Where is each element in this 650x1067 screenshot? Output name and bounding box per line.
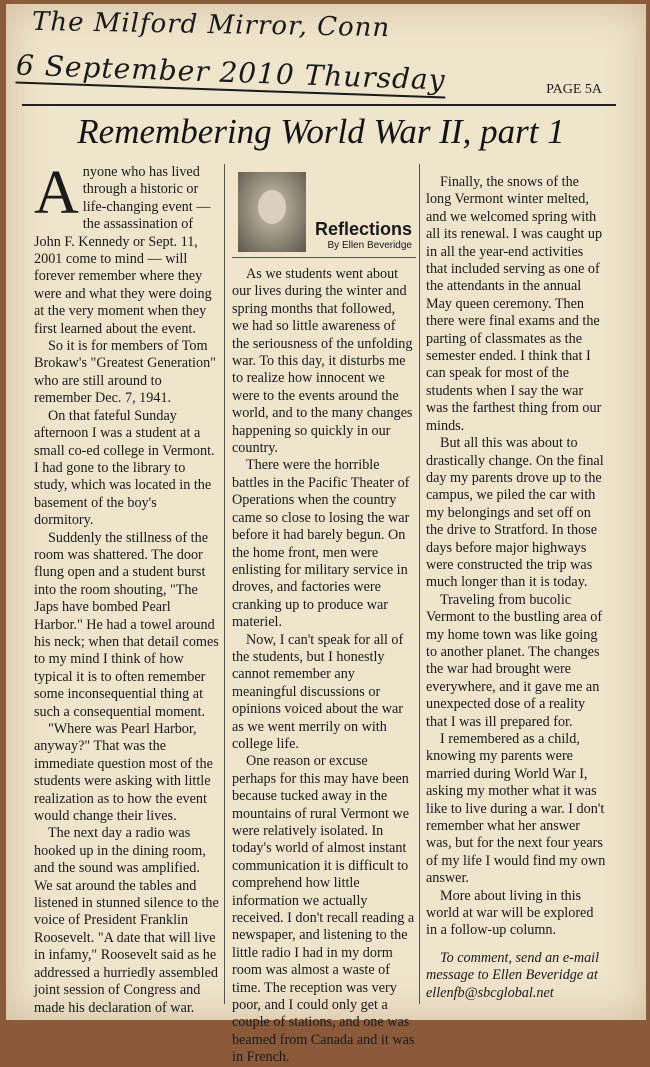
headline: Remembering World War II, part 1: [77, 112, 565, 151]
paragraph: Finally, the snows of the long Vermont winter melted, and we welcomed spring with all its renewal. I was caught up in all the year-end activities that included serving as one of the attendants in the annual May queen ceremony. Then there were final exams and the parting of classmates as the semester ended. I think that I can speak for most of the students when I say the war was the farthest thing from our minds.: [426, 174, 603, 434]
author-name: By Ellen Beveridge: [327, 240, 412, 251]
paragraph: More about living in this world at war will be explored in a follow-up column.: [426, 887, 594, 939]
column-rule: [224, 164, 225, 1004]
paragraph: But all this was about to drastically change. On the final day my parents drove up to the campus, we piled the car with my belongings and set off on the drive to Stratford. In those days before major highways were constructed the trip was much longer than it is today.: [426, 435, 604, 591]
paragraph: Suddenly the stillness of the room was shattered. The door flung open and a student burst into the room shouting, "The Japs have bombed Pearl Harbor." He had a towel around his neck; when that detail comes to my mind I think of how typical it is to often remember some inconsequential thing at such a consequential moment.: [34, 529, 219, 720]
handwritten-source: The Milford Mirror, Conn: [31, 6, 391, 44]
paragraph: There were the horrible battles in the Pacific Theater of Operations when the country came so close to losing the war before it had barely begun. On the home front, men were enlisting for military service in droves, and factories were cranking up to produce war materiel.: [232, 457, 410, 631]
paragraph: Traveling from bucolic Vermont to the bustling area of my home town was like going to another planet. The changes the war had brought were everywhere, and it gave me an unexpected dose of a reality that I was ill prepared for.: [426, 591, 603, 730]
paragraph: So it is for members of Tom Brokaw's "Greatest Generation" who are still around to remember Dec. 7, 1941.: [34, 338, 216, 407]
paragraph: The next day a radio was hooked up in the dining room, and the sound was amplified. We sat around the tables and listened in stunned silence to the voice of President Franklin Roosevelt. "A date that will live in infamy," Roosevelt said as he addressed a hurriedly assembled joint session of Congress and made his declaration of war.: [34, 825, 219, 1016]
paragraph: "Where was Pearl Harbor, anyway?" That was the immediate question most of the students were asking with little realization as to how the event would change their lives.: [34, 721, 213, 825]
column-rule: [419, 164, 420, 1004]
page-number: PAGE 5A: [546, 82, 602, 97]
column-1: [34, 159, 219, 1017]
column-2: [232, 266, 415, 1067]
top-rule: [22, 104, 616, 106]
paragraph: One reason or excuse perhaps for this may have been because tucked away in the mountains of rural Vermont we were relatively isolated. In today's world of almost instant communication it is difficult to comprehend how little information we actually received. I don't recall reading a newspaper, and listening to the little radio I had in my dorm room was almost a waste of time. The reception was very poor, and I could only get a couple of stations, and one was beamed from Canada and it was in French.: [232, 753, 415, 1066]
author-photo: [238, 172, 306, 252]
paragraph: Now, I can't speak for all of the students, but I honestly cannot remember any meaningful discussions or opinions voiced about the war as we went merrily on with college life.: [232, 631, 404, 752]
paragraph: Anyone who has lived through a historic or life-changing event — the assassination of John F. Kennedy or Sept. 11, 2001 come to mind — will forever remember where they were and what they were doing at the very moment when they first learned about the event.: [34, 159, 212, 337]
byline-rule: [232, 257, 416, 258]
paragraph: I remembered as a child, knowing my parents were married during World War I, asking my mother what it was like to live during a war. I don't remember what her answer was, but for the next four years of my life I would find my own answer.: [426, 731, 606, 887]
paragraph: On that fateful Sunday afternoon I was a student at a small co-ed college in Vermont. I had gone to the library to study, which was located in the basement of the boy's dormitory.: [34, 407, 215, 529]
byline: [312, 219, 412, 251]
handwritten-date: 6 September 2010 Thursday: [15, 48, 447, 97]
column-name: Reflections: [314, 219, 412, 239]
drop-cap: A: [34, 159, 79, 227]
column-3: [426, 174, 606, 1002]
author-face: [258, 190, 286, 224]
paragraph: As we students went about our lives during the winter and spring months that followed, we had so little awareness of the seriousness of the unfolding war. To this day, it disturbs me to realize how innocent we were to the events around the world, and to the many changes happening so quickly in our country.: [232, 266, 413, 457]
newspaper-clipping: [6, 4, 646, 1066]
contact-note: To comment, send an e-mail message to Ellen Beveridge at ellenfb@sbcglobal.net: [426, 949, 600, 1001]
